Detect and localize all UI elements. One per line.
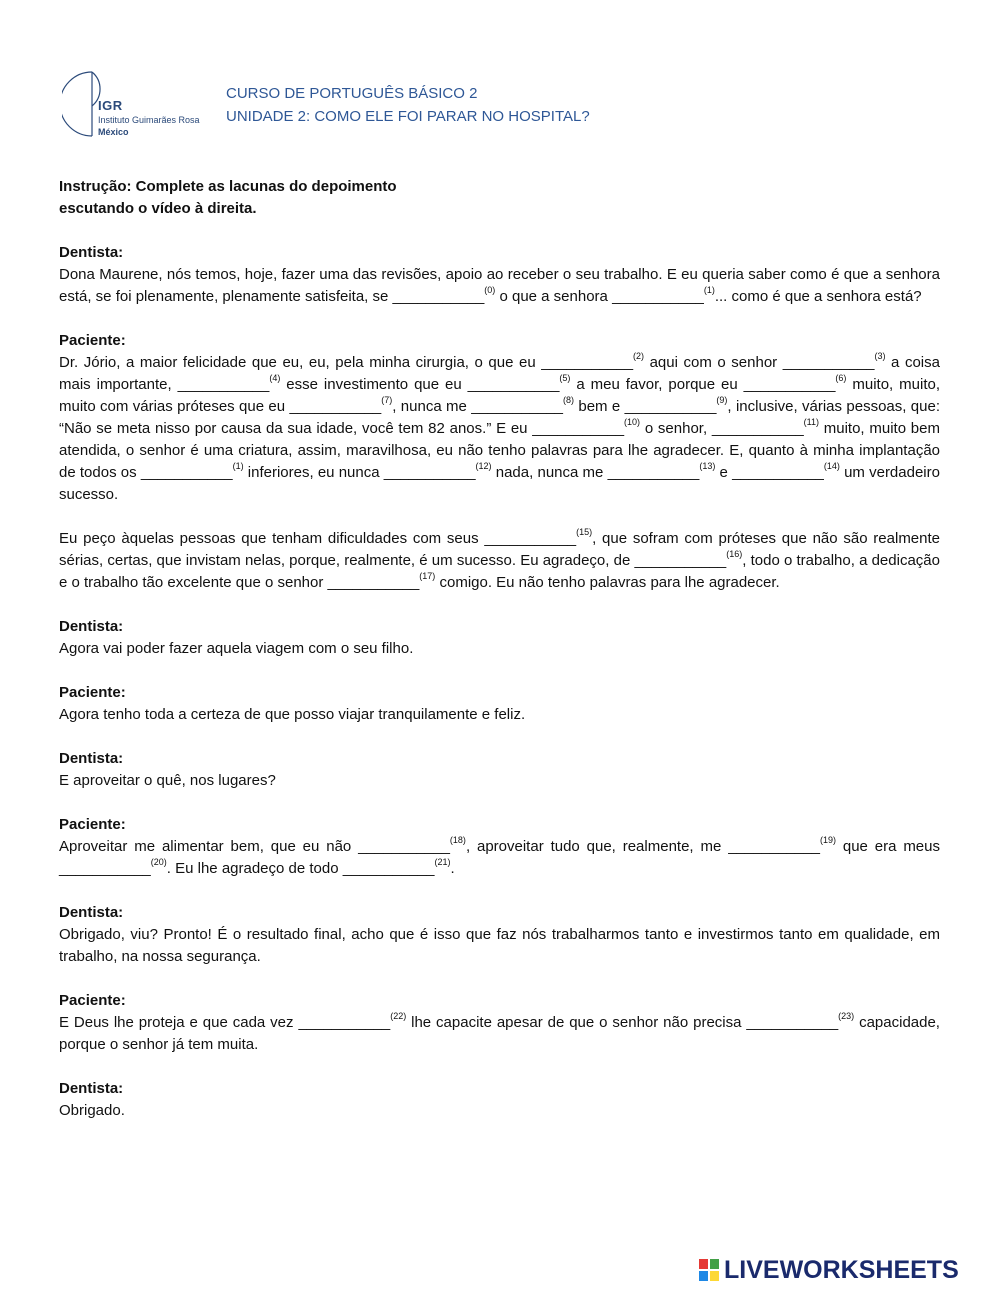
instruction-line: escutando o vídeo à direita.	[59, 200, 257, 217]
blank-line[interactable]: ___________	[392, 288, 485, 305]
blank-number: (18)	[449, 835, 466, 845]
logo-square	[699, 1259, 708, 1269]
speaker-label: Dentista:	[59, 904, 124, 921]
blank-line[interactable]: ___________	[782, 354, 875, 371]
speech-text: a coisa mais importante,	[59, 354, 940, 393]
speech-text: , aproveitar tudo que, realmente, me	[465, 838, 729, 855]
logo-square	[710, 1271, 719, 1281]
blank-number: (5)	[559, 373, 571, 383]
course-heading	[226, 82, 590, 128]
speech-text: que era meus	[835, 838, 940, 855]
speech-text: capacidade, porque o senhor já tem muita.	[59, 1014, 940, 1053]
speech-text: o que a senhora	[495, 288, 613, 305]
blank-line[interactable]: ___________	[342, 860, 435, 877]
speech-paragraph	[59, 1012, 940, 1056]
blank-line[interactable]: ___________	[289, 398, 382, 415]
blank-number: (9)	[716, 395, 728, 405]
blank-line[interactable]: ___________	[624, 398, 717, 415]
blank-number: (12)	[475, 461, 492, 471]
speech-text: Obrigado.	[59, 1102, 125, 1119]
speech-text: o senhor,	[640, 420, 712, 437]
blank-line[interactable]: ___________	[532, 420, 625, 437]
speech-text: esse investimento que eu	[280, 376, 468, 393]
speech-text: ... como é que a senhora está?	[714, 288, 922, 305]
speech-text: Dr. Jório, a maior felicidade que eu, eu, pela minha cirurgia, o que eu	[59, 354, 542, 371]
fill-in-blank[interactable]	[634, 549, 743, 569]
speaker-label: Dentista:	[59, 750, 124, 767]
blank-line[interactable]: ___________	[177, 376, 270, 393]
blank-number: (14)	[823, 461, 840, 471]
blank-number: (17)	[419, 571, 436, 581]
blank-line[interactable]: ___________	[728, 838, 820, 855]
logo-square	[710, 1259, 719, 1269]
logo-country: México	[98, 127, 129, 137]
speech-text: Agora vai poder fazer aquela viagem com o seu filho.	[59, 640, 414, 657]
speech-text: , todo o trabalho, a dedicação e o trabalho tão excelente que o senhor	[59, 552, 940, 591]
blank-line[interactable]: ___________	[59, 860, 151, 877]
blank-line[interactable]: ___________	[140, 464, 233, 481]
speaker-label: Paciente:	[59, 992, 126, 1009]
speech-text: nada, nunca me	[491, 464, 608, 481]
fill-in-blank[interactable]	[732, 461, 840, 481]
liveworksheets-wordmark: LIVEWORKSHEETS	[724, 1255, 959, 1284]
blank-number: (7)	[381, 395, 393, 405]
speech-text: , nunca me	[392, 398, 472, 415]
instruction-line: Instrução: Complete as lacunas do depoimento	[59, 178, 397, 195]
speech-paragraph	[59, 770, 940, 792]
fill-in-blank[interactable]	[358, 835, 466, 855]
fill-in-blank[interactable]	[612, 285, 715, 305]
speech-text: Obrigado, viu? Pronto! É o resultado final, acho que é isso que faz nós trabalharmos tanto e investirmos tanto em qualidade, em trabalho, na nossa segurança.	[59, 926, 940, 965]
blank-line[interactable]: ___________	[743, 376, 836, 393]
blank-number: (23)	[838, 1011, 855, 1021]
logo-institute-name: Instituto Guimarães Rosa	[98, 115, 200, 125]
fill-in-blank[interactable]	[342, 857, 451, 877]
fill-in-blank[interactable]	[541, 351, 645, 371]
fill-in-blank[interactable]	[298, 1011, 407, 1031]
blank-number: (3)	[874, 351, 886, 361]
blank-line[interactable]: ___________	[541, 354, 634, 371]
speech-text: .	[450, 860, 455, 877]
speech-text: muito, muito bem atendida, o senhor é uma criatura, assim, maravilhosa, eu não tenho palavras para lhe agradecer. E, quanto à minha implantação de todos os	[59, 420, 940, 481]
blank-number: (8)	[563, 395, 574, 405]
fill-in-blank[interactable]	[383, 461, 492, 481]
blank-number: (13)	[699, 461, 716, 471]
fill-in-blank[interactable]	[140, 461, 244, 481]
fill-in-blank[interactable]	[532, 417, 641, 437]
blank-number: (22)	[390, 1011, 407, 1021]
speech-paragraph	[59, 704, 940, 726]
speaker-label: Paciente:	[59, 816, 126, 833]
blank-line[interactable]: ___________	[298, 1014, 391, 1031]
fill-in-blank[interactable]	[177, 373, 281, 393]
blank-line[interactable]: ___________	[746, 1014, 839, 1031]
blank-line[interactable]: ___________	[358, 838, 450, 855]
fill-in-blank[interactable]	[471, 395, 574, 415]
speech-text: Aproveitar me alimentar bem, que eu não	[59, 838, 359, 855]
speech-text: um verdadeiro sucesso.	[59, 464, 940, 503]
speech-paragraph	[59, 528, 940, 594]
instruction	[59, 176, 940, 220]
speech-text: inferiores, eu nunca	[243, 464, 384, 481]
speech-text: comigo. Eu não tenho palavras para lhe agradecer.	[435, 574, 780, 591]
blank-line[interactable]: ___________	[607, 464, 700, 481]
speech-text: . Eu lhe agradeço de todo	[166, 860, 343, 877]
blank-number: (20)	[150, 857, 167, 867]
blank-line[interactable]: ___________	[471, 398, 563, 415]
blank-line[interactable]: ___________	[634, 552, 727, 569]
fill-in-blank[interactable]	[392, 285, 496, 305]
igr-logo	[62, 66, 200, 142]
speaker-label: Paciente:	[59, 684, 126, 701]
fill-in-blank[interactable]	[728, 835, 836, 855]
blank-number: (1)	[703, 285, 715, 295]
blank-number: (0)	[484, 285, 496, 295]
fill-in-blank[interactable]	[743, 373, 847, 393]
speech-text: Eu peço àquelas pessoas que tenham dificuldades com seus	[59, 530, 485, 547]
blank-line[interactable]: ___________	[732, 464, 824, 481]
fill-in-blank[interactable]	[327, 571, 436, 591]
fill-in-blank[interactable]	[782, 351, 886, 371]
liveworksheets-brand	[698, 1256, 959, 1284]
blank-number: (1)	[232, 461, 244, 471]
logo-square	[699, 1271, 708, 1281]
course-title: CURSO DE PORTUGUÊS BÁSICO 2	[226, 85, 478, 102]
speech-text: e	[715, 464, 733, 481]
speaker-label: Dentista:	[59, 244, 124, 261]
speech-paragraph	[59, 264, 940, 308]
fill-in-blank[interactable]	[624, 395, 728, 415]
blank-line[interactable]: ___________	[467, 376, 560, 393]
speech-text: E aproveitar o quê, nos lugares?	[59, 772, 276, 789]
speech-paragraph	[59, 836, 940, 880]
speech-text: bem e	[574, 398, 625, 415]
speech-text: , que sofram com próteses que não são realmente sérias, certas, que invistam nelas, porque, realmente, é um sucesso. Eu agradeço, de	[59, 530, 941, 569]
blank-number: (4)	[269, 373, 281, 383]
fill-in-blank[interactable]	[467, 373, 571, 393]
blank-number: (11)	[803, 417, 819, 427]
speaker-label: Dentista:	[59, 618, 124, 635]
speech-text: lhe capacite apesar de que o senhor não precisa	[406, 1014, 747, 1031]
blank-line[interactable]: ___________	[383, 464, 476, 481]
speech-paragraph	[59, 352, 940, 506]
blank-number: (10)	[624, 417, 641, 427]
blank-line[interactable]: ___________	[327, 574, 420, 591]
speaker-label: Paciente:	[59, 332, 126, 349]
speech-paragraph	[59, 924, 940, 968]
dialogue	[59, 242, 940, 1122]
speech-text: Agora tenho toda a certeza de que posso viajar tranquilamente e feliz.	[59, 706, 526, 723]
speech-text: Dona Maurene, nós temos, hoje, fazer uma das revisões, apoio ao receber o seu trabalho. E eu queria saber como é que a senhora está, se foi plenamente, plenamente satisfeita, se	[59, 266, 940, 305]
speech-paragraph	[59, 638, 940, 660]
fill-in-blank[interactable]	[711, 417, 819, 437]
blank-line[interactable]: ___________	[484, 530, 577, 547]
speech-text: muito, muito, muito com várias próteses que eu	[59, 376, 940, 415]
speech-paragraph	[59, 1100, 940, 1122]
unit-title: UNIDADE 2: COMO ELE FOI PARAR NO HOSPITAL?	[226, 108, 590, 125]
fill-in-blank[interactable]	[59, 857, 167, 877]
speech-text: a meu favor, porque eu	[570, 376, 744, 393]
fill-in-blank[interactable]	[607, 461, 716, 481]
blank-number: (21)	[434, 857, 451, 867]
blank-number: (16)	[726, 549, 743, 559]
fill-in-blank[interactable]	[289, 395, 393, 415]
speech-text: aqui com o senhor	[644, 354, 783, 371]
blank-number: (6)	[835, 373, 847, 383]
logo-abbreviation: IGR	[98, 98, 123, 113]
blank-number: (15)	[576, 527, 593, 537]
blank-line[interactable]: ___________	[612, 288, 704, 305]
speech-text: , inclusive, várias pessoas, que: “Não se meta nisso por causa da sua idade, você tem 82 anos.” E eu	[59, 398, 940, 437]
fill-in-blank[interactable]	[484, 527, 593, 547]
speech-text: E Deus lhe proteja e que cada vez	[59, 1014, 299, 1031]
worksheet-body	[59, 176, 940, 1144]
blank-number: (2)	[633, 351, 645, 361]
blank-line[interactable]: ___________	[711, 420, 804, 437]
blank-number: (19)	[819, 835, 836, 845]
fill-in-blank[interactable]	[746, 1011, 855, 1031]
liveworksheets-logo-icon	[698, 1258, 720, 1282]
speaker-label: Dentista:	[59, 1080, 124, 1097]
